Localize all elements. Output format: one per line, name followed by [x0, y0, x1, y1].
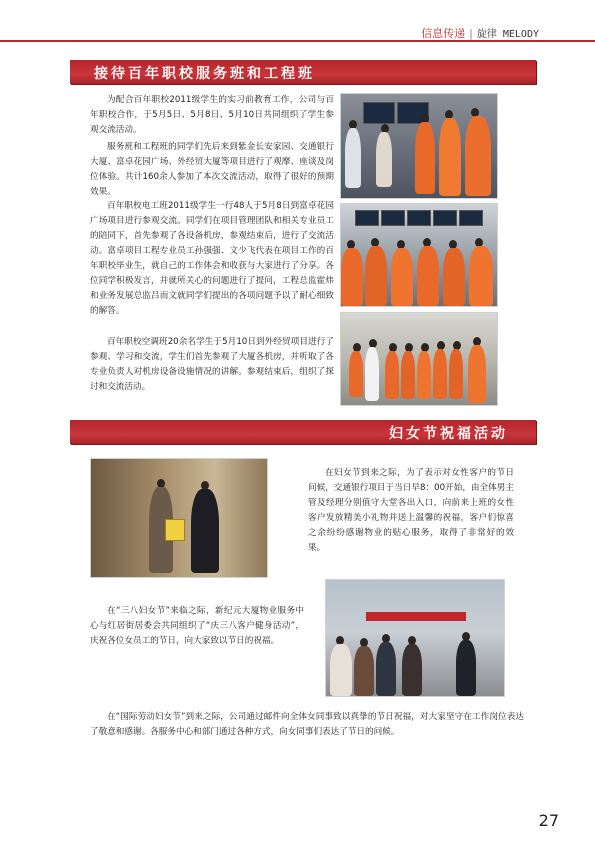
gift-giving-photo — [90, 458, 268, 578]
article-title-banner — [70, 420, 536, 444]
article-title: 妇女节祝福活动 — [389, 426, 508, 442]
article-paragraph: 在妇女节到来之际，为了表示对女性客户的节日问候，交通银行项目于当日早8：00开始，由全体男主管及经理分别值守大堂各出入口，向前来上班的女性客户发放精美小礼物并送上温馨的祝福，客户们惊喜之余纷纷感谢物业的贴心服务，取得了非常好的效果。 — [308, 468, 514, 553]
gift-bag — [165, 519, 185, 541]
header-rule — [0, 40, 595, 42]
article-paragraph: 百年职校空调班20余名学生于5月10日到外经贸项目进行了参观、学习和交流，学生们首先参观了大厦各机房，并听取了各专业负责人对机房设备设施情况的讲解。参观结束后，组织了探讨和交流活动。 — [90, 337, 334, 392]
article-title-banner — [70, 60, 536, 84]
students-control-room-photo — [340, 93, 498, 199]
event-banner — [366, 612, 466, 621]
article-title: 接待百年职校服务班和工程班 — [94, 66, 315, 82]
article-paragraph: 在“三八妇女节”来临之际，新纪元大厦物业服务中心与红居街居委会共同组织了“庆三八客户健身活动”，庆祝各位女员工的节日，向大家致以节日的祝福。 — [90, 606, 304, 646]
article-paragraph: 为配合百年职校2011级学生的实习前教育工作，公司与百年职校合作，于5月5日、5月8日、5月10日共同组织了学生参观交流活动。 — [90, 95, 334, 135]
fitness-event-photo — [325, 579, 505, 697]
section-name: 信息传递 — [421, 27, 466, 40]
magazine-name: 旋律 MELODY — [476, 29, 539, 40]
page-number: 27 — [538, 811, 559, 830]
monitor-screen — [363, 102, 395, 124]
students-group-photo — [340, 203, 498, 307]
article-paragraph: 百年职校电工班2011级学生一行48人于5月8日到富卓花园广场项目进行参观交流。同学们在项目管理团队和相关专业员工的陪同下，首先参观了各设备机房，参观结束后，进行了交流活动。富卓项目工程专业员工孙强强、文少飞代表在项目工作的百年职校毕业生，就自己的工作体会和收获与大家进行了分享。各位同学积极发言，并就所关心的问题进行了提问，工程总监霍炜和业务发展总监吕而文就同学们提出的各项问题予以了耐心细致的解答。 — [90, 201, 334, 316]
article-paragraph: 服务班和工程班的同学们先后来到紫金长安家园、交通银行大厦、富卓花园广场、外经贸大厦等项目进行了观摩、座谈及岗位体验。共计160余人参加了本次交流活动，取得了很好的预期效果。 — [90, 142, 334, 197]
students-hall-photo — [340, 312, 498, 406]
article-paragraph: 在“国际劳动妇女节”到来之际，公司通过邮件向全体女同事致以真挚的节日祝福，对大家坚守在工作岗位表达了敬意和感谢。各服务中心和部门通过各种方式，向女同事们表达了节日的问候。 — [90, 712, 524, 737]
header-separator: | — [469, 27, 473, 40]
running-header — [421, 25, 539, 41]
